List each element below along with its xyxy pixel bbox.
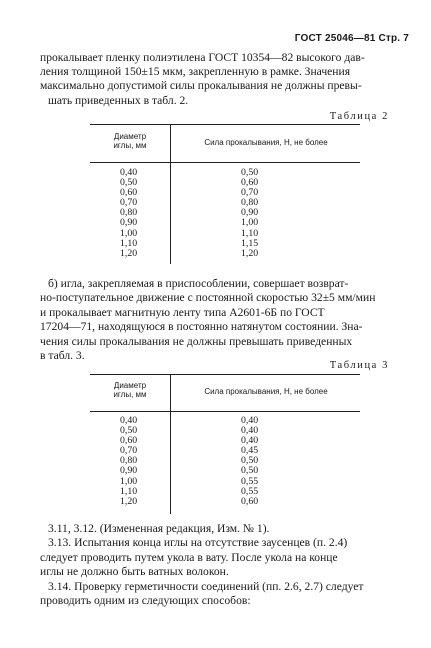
- table-cell: 0,40: [120, 167, 138, 178]
- header-line: Диаметр: [113, 381, 147, 390]
- table-cell: 1,20: [241, 247, 259, 259]
- header-line: иглы, мм: [113, 390, 147, 399]
- force-column: [241, 416, 258, 507]
- text-line: ления толщиной 150±15 мкм, закрепленную в рамке. Значения: [40, 65, 351, 79]
- table-rule: [90, 411, 360, 412]
- table-header-diameter: [90, 132, 170, 150]
- table-cell: 0,70: [120, 445, 138, 457]
- table-cell: 1,10: [241, 227, 259, 239]
- text-line: 17204—71, находящуюся в постоянно натянутом состоянии. Зна-: [40, 320, 363, 334]
- table-cell: 1,00: [241, 217, 259, 229]
- table-cell: 1,10: [120, 237, 138, 249]
- text-line: 3.13. Испытания конца иглы на отсутствие заусенцев (п. 2.4): [48, 536, 348, 550]
- header-line: иглы, мм: [113, 141, 147, 150]
- table-cell: 0,60: [241, 177, 259, 189]
- table-cell: 0,40: [241, 425, 259, 437]
- table-3-caption: Таблица 3: [329, 360, 389, 371]
- table-cell: 1,00: [120, 475, 138, 487]
- table-cell: 0,55: [241, 475, 259, 487]
- table-cell: 0,40: [120, 415, 138, 426]
- table-cell: 1,10: [120, 485, 138, 497]
- text-line: и прокалывает магнитную ленту типа А2601-6Б по ГОСТ: [40, 305, 325, 319]
- table-cell: 1,00: [120, 227, 138, 239]
- table-cell: 0,40: [241, 415, 259, 426]
- table-rule: [90, 162, 360, 163]
- table-cell: 0,45: [241, 445, 259, 457]
- paragraph-2: [40, 277, 410, 363]
- table-cell: 0,70: [120, 197, 138, 209]
- table-cell: 0,90: [241, 207, 259, 219]
- force-column: [241, 168, 258, 259]
- table-cell: 0,60: [120, 435, 138, 447]
- table-cell: 1,15: [241, 237, 259, 249]
- table-cell: 0,80: [120, 207, 138, 219]
- table-2: [90, 124, 360, 264]
- table-cell: 0,50: [120, 425, 138, 437]
- paragraph-3: [40, 522, 410, 608]
- table-cell: 0,90: [120, 465, 138, 477]
- table-cell: 0,50: [241, 167, 259, 178]
- table-cell: 0,50: [241, 465, 259, 477]
- text-line: но-поступательное движение с постоянной скоростью 32±5 мм/мин: [40, 291, 376, 305]
- table-divider: [170, 124, 171, 264]
- text-line: б) игла, закрепляемая в приспособлении, совершает возврат-: [48, 277, 349, 290]
- table-cell: 0,80: [241, 197, 259, 209]
- table-cell: 0,50: [120, 177, 138, 189]
- table-header-force: Сила прокалывания, Н, не более: [204, 387, 328, 396]
- text-line: 3.11, 3.12. (Измененная редакция, Изм. № 1).: [48, 522, 270, 535]
- table-header-force: Сила прокалывания, Н, не более: [204, 138, 328, 147]
- text-line: проводить одним из следующих способов:: [40, 594, 251, 608]
- table-cell: 1,20: [120, 247, 138, 259]
- table-rule: [90, 124, 360, 125]
- text-line: максимально допустимой силы прокалывания не должны превы-: [40, 79, 362, 93]
- table-cell: 0,55: [241, 485, 259, 497]
- page-header: ГОСТ 25046—81 Стр. 7: [294, 33, 409, 44]
- text-line: иглы не должно быть ватных волокон.: [40, 565, 229, 579]
- text-line: 3.14. Проверку герметичности соединений (пп. 2.6, 2.7) следует: [48, 579, 364, 593]
- text-line: шать приведенных в табл. 2.: [48, 93, 189, 107]
- table-cell: 0,70: [241, 187, 259, 199]
- table-cell: 0,80: [120, 455, 138, 467]
- paragraph-1: [40, 51, 410, 108]
- table-cell: 0,60: [241, 495, 259, 507]
- table-header-diameter: [90, 381, 170, 399]
- diameter-column: [120, 168, 137, 259]
- text-line: в табл. 3.: [40, 349, 85, 363]
- table-3: [90, 374, 360, 514]
- table-rule: [90, 374, 360, 375]
- table-cell: 1,20: [120, 495, 138, 507]
- text-line: прокалывает пленку полиэтилена ГОСТ 10354—82 высокого дав-: [40, 51, 365, 64]
- text-line: чения силы прокалывания не должны превышать приведенных: [40, 334, 353, 348]
- header-line: Диаметр: [113, 132, 147, 141]
- diameter-column: [120, 416, 137, 507]
- table-cell: 0,60: [120, 187, 138, 199]
- table-2-caption: Таблица 2: [329, 111, 389, 122]
- text-line: следует проводить путем укола в вату. После укола на конце: [40, 550, 338, 564]
- table-cell: 0,50: [241, 455, 259, 467]
- table-cell: 0,90: [120, 217, 138, 229]
- table-divider: [170, 374, 171, 514]
- table-cell: 0,40: [241, 435, 259, 447]
